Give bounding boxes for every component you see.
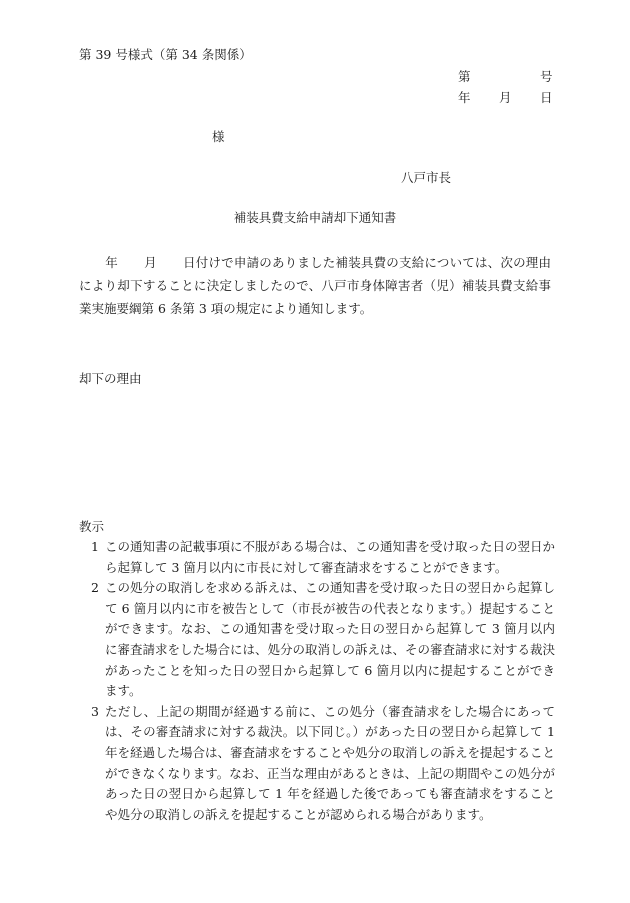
instruction-heading: 教示 <box>79 519 105 534</box>
instruction-item-text: ただし、上記の期間が経過する前に、この処分（審査請求をした場合にあっては、その審査請求に対する裁決。以下同じ。）があった日の翌日から起算して 1 年を経過した場合は、審査請求をすることや処分の取消しの訴えを提起することができなくなります。なお、正当な理由があるときは、上記の期間やこの処分があった日の翌日から起算して 1 年を経過した後であっても審査請求をすることや処分の取消しの訴えを提起することが認められる場合があります。 <box>105 703 556 822</box>
issuer: 八戸市長 <box>401 170 452 185</box>
issue-number-suffix: 号 <box>540 69 553 84</box>
issue-number-prefix: 第 <box>458 69 471 84</box>
instruction-item <box>79 578 555 702</box>
date-year: 年 <box>458 90 471 105</box>
instruction-item-number: 3 <box>91 703 99 719</box>
body-date-year: 年 <box>105 255 118 270</box>
form-number: 第 39 号様式（第 34 条関係） <box>79 47 252 62</box>
body-date-month: 月 <box>143 255 157 270</box>
instruction-item-number: 1 <box>91 539 99 554</box>
instruction-item-number: 2 <box>91 580 99 596</box>
instruction-list <box>79 537 555 825</box>
instruction-item <box>79 702 555 826</box>
instruction-item-text: この処分の取消しを求める訴えは、この通知書を受け取った日の翌日から起算して 6 箇月以内に市を被告として（市長が被告の代表となります。）提起することができます。なお、この通知書を受け取った日の翌日から起算して 3 箇月以内に審査請求をした場合には、処分の取消しの訴えは、その審査請求に対する裁決があったことを知った日の翌日から起算して 6 箇月以内に提起することができます。 <box>105 580 556 699</box>
addressee: 様 <box>212 129 225 144</box>
date-day: 日 <box>540 90 553 105</box>
instruction-item <box>79 537 555 578</box>
instruction-item-text: この通知書の記載事項に不服がある場合は、この通知書を受け取った日の翌日から起算して 3 箇月以内に市長に対して審査請求をすることができます。 <box>105 539 556 575</box>
body-main-text: 日付けで申請のありました補装具費の支給については、次の理由により却下することに決定しましたので、八戸市身体障害者（児）補装具費支給事業実施要綱第 6 条第 3 項の規定により通知します。 <box>79 255 551 316</box>
notice-body <box>79 251 551 320</box>
document-title: 補装具費支給申請却下通知書 <box>233 210 397 225</box>
rejection-reason-label: 却下の理由 <box>79 371 142 386</box>
date-month: 月 <box>499 90 512 105</box>
